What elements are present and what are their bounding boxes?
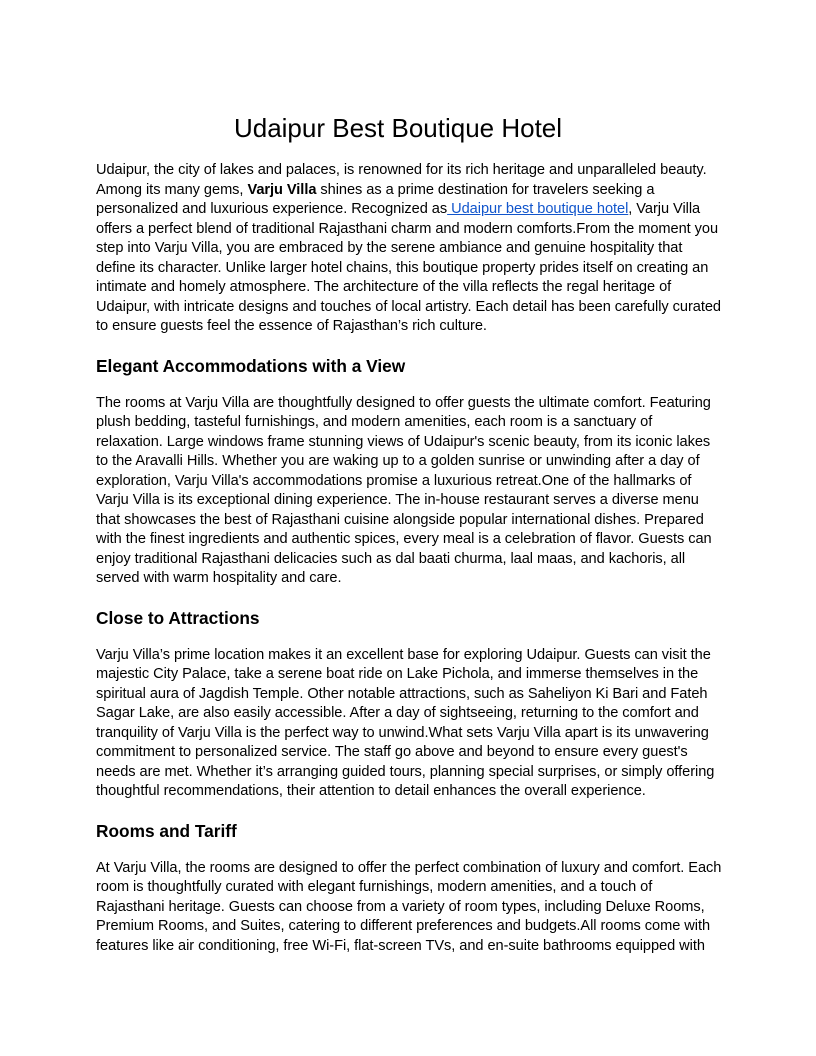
section-heading-attractions: Close to Attractions xyxy=(96,607,260,628)
section-body-rooms-tariff: At Varju Villa, the rooms are designed to offer the perfect combination of luxury and comfort. Each room is thoughtfully curated with elegant furnishings, modern amenities, and a touch of Rajasthani heritage. Guests can choose from a variety of room types, including Deluxe Rooms, Premium Rooms, and Suites, catering to different preferences and budgets.All rooms come with features like air conditioning, free Wi-Fi, flat-screen TVs, and en-suite bathrooms equipped with xyxy=(96,859,722,954)
section-body-accommodations: The rooms at Varju Villa are thoughtfully designed to offer guests the ultimate comfort. Featuring plush bedding, tasteful furnishings, and modern amenities, each room is a sanctuary of relaxation. Large windows frame stunning views of Udaipur's scenic beauty, from its iconic lakes to the Aravalli Hills. Whether you are waking up to a golden sunrise or unwinding after a day of exploration, Varju Villa's accommodations promise a luxurious retreat.One of the hallmarks of Varju Villa is its exceptional dining experience. The in-house restaurant serves a diverse menu that showcases the best of Rajasthani cuisine alongside popular international dishes. Prepared with the finest ingredients and authentic spices, every meal is a celebration of flavor. Guests can enjoy traditional Rajasthani delicacies such as dal baati churma, laal maas, and kachoris, all served with warm hospitality and care. xyxy=(96,394,712,586)
intro-bold-name: Varju Villa xyxy=(247,181,317,198)
section-body-attractions: Varju Villa’s prime location makes it an excellent base for exploring Udaipur. Guests can visit the majestic City Palace, take a serene boat ride on Lake Pichola, and immerse themselves in the spiritual aura of Jagdish Temple. Other notable attractions, such as Saheliyon Ki Bari and Fateh Sagar Lake, are also easily accessible. After a day of sightseeing, returning to the comfort and tranquility of Varju Villa is the perfect way to unwind.What sets Varju Villa apart is its unwavering commitment to personalized service. The staff go above and beyond to ensure every guest's needs are met. Whether it’s arranging guided tours, planning special surprises, or simply offering thoughtful recommendations, their attention to detail enhances the overall experience. xyxy=(96,646,715,799)
document-body xyxy=(96,161,722,956)
intro-text-part2: shines as a prime destination for travelers seeking a personalized and luxurious experience. Recognized as xyxy=(96,181,655,217)
page-title: Udaipur Best Boutique Hotel xyxy=(233,113,563,143)
intro-text-part3: , Varju Villa offers a perfect blend of traditional Rajasthani charm and modern comforts.From the moment you step into Varju Villa, you are embraced by the serene ambiance and genuine hospitality that define its character. Unlike larger hotel chains, this boutique property prides itself on creating an intimate and homely atmosphere. The architecture of the villa reflects the regal heritage of Udaipur, with intricate designs and touches of local artistry. Each detail has been carefully curated to ensure guests feel the essence of Rajasthan’s rich culture. xyxy=(96,201,721,334)
section-heading-rooms-tariff: Rooms and Tariff xyxy=(96,820,237,841)
boutique-hotel-link[interactable]: Udaipur best boutique hotel xyxy=(447,201,629,217)
intro-text-part1: Udaipur, the city of lakes and palaces, is renowned for its rich heritage and unparalleled beauty. Among its many gems, xyxy=(96,162,707,198)
intro-paragraph xyxy=(96,161,722,337)
section-heading-accommodations: Elegant Accommodations with a View xyxy=(96,355,406,376)
